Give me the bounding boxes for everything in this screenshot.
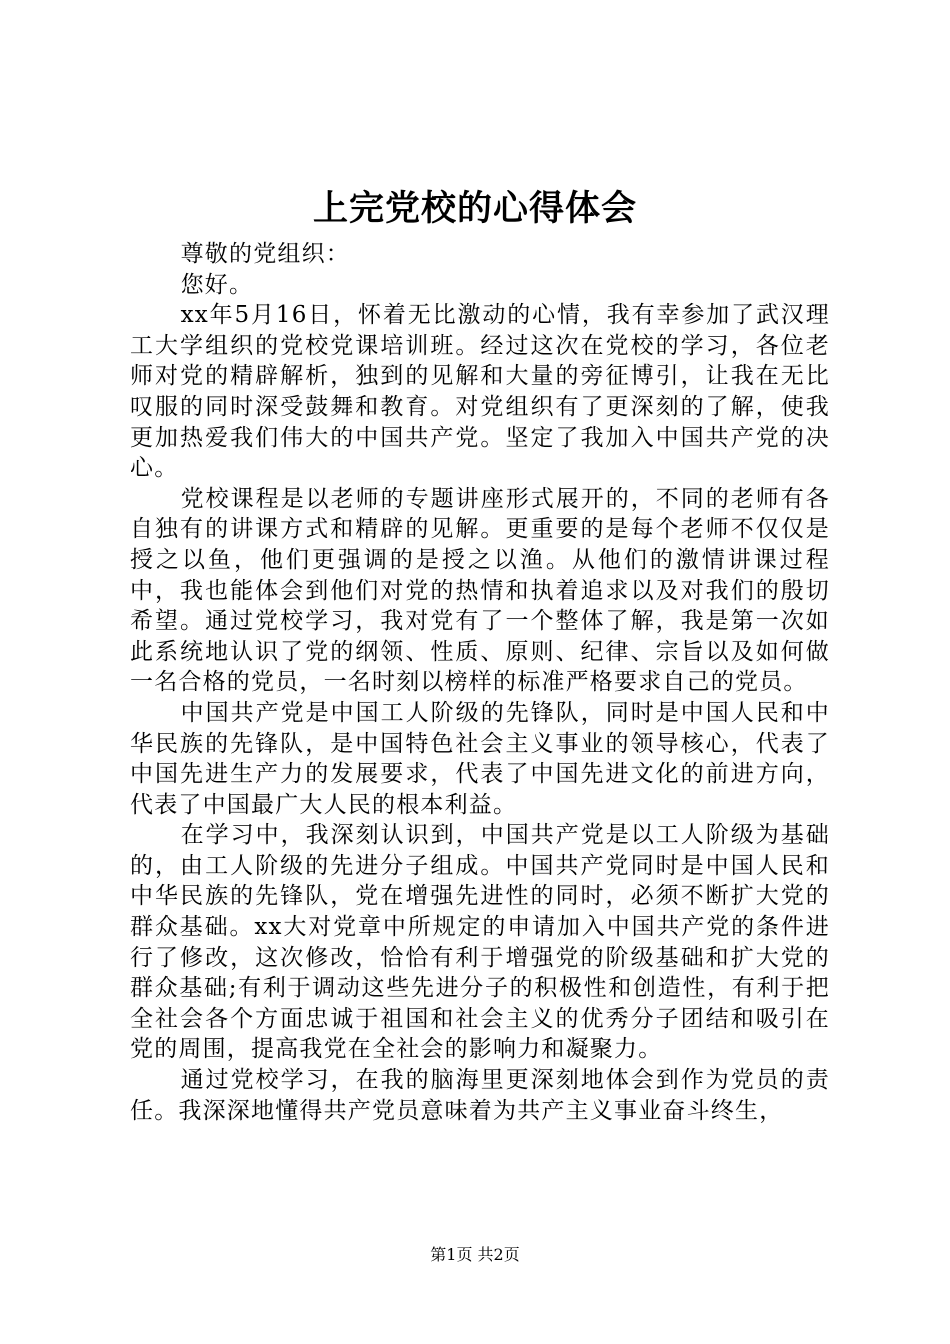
paragraph-1: xx年5月16日，怀着无比激动的心情，我有幸参加了武汉理工大学组织的党校党课培训班。经过这次在党校的学习，各位老师对党的精辟解析，独到的见解和大量的旁征博引，让我在无比叹服的同时深受鼓舞和教育。对党组织有了更深刻的了解，使我更加热爱我们伟大的中国共产党。坚定了我加入中国共产党的决心。 — [130, 302, 830, 482]
paragraph-2: 党校课程是以老师的专题讲座形式展开的，不同的老师有各自独有的讲课方式和精辟的见解。更重要的是每个老师不仅仅是授之以鱼，他们更强调的是授之以渔。从他们的激情讲课过程中，我也能体会到他们对党的热情和执着追求以及对我们的殷切希望。通过党校学习，我对党有了一个整体了解，我是第一次如此系统地认识了党的纲领、性质、原则、纪律、宗旨以及如何做一名合格的党员，一名时刻以榜样的标准严格要求自己的党员。 — [130, 485, 830, 696]
page-footer: 第1页 共2页 — [430, 1245, 520, 1264]
paragraph-4: 在学习中，我深刻认识到，中国共产党是以工人阶级为基础的，由工人阶级的先进分子组成。中国共产党同时是中国人民和中华民族的先锋队，党在增强先进性的同时，必须不断扩大党的群众基础。xx大对党章中所规定的申请加入中国共产党的条件进行了修改，这次修改，恰恰有利于增强党的阶级基础和扩大党的群众基础;有利于调动这些先进分子的积极性和创造性，有利于把全社会各个方面忠诚于祖国和社会主义的优秀分子团结和吸引在党的周围，提高我党在全社会的影响力和凝聚力。 — [130, 822, 830, 1063]
paragraph-3: 中国共产党是中国工人阶级的先锋队，同时是中国人民和中华民族的先锋队，是中国特色社会主义事业的领导核心，代表了中国先进生产力的发展要求，代表了中国先进文化的前进方向，代表了中国最广大人民的根本利益。 — [130, 699, 830, 818]
document-body — [130, 239, 830, 1126]
salutation: 尊敬的党组织： — [180, 241, 350, 267]
paragraph-5: 通过党校学习，在我的脑海里更深刻地体会到作为党员的责任。我深深地懂得共产党员意味着为共产主义事业奋斗终生， — [130, 1067, 830, 1124]
document-title: 上完党校的心得体会 — [312, 188, 637, 229]
greeting: 您好。 — [180, 271, 254, 298]
